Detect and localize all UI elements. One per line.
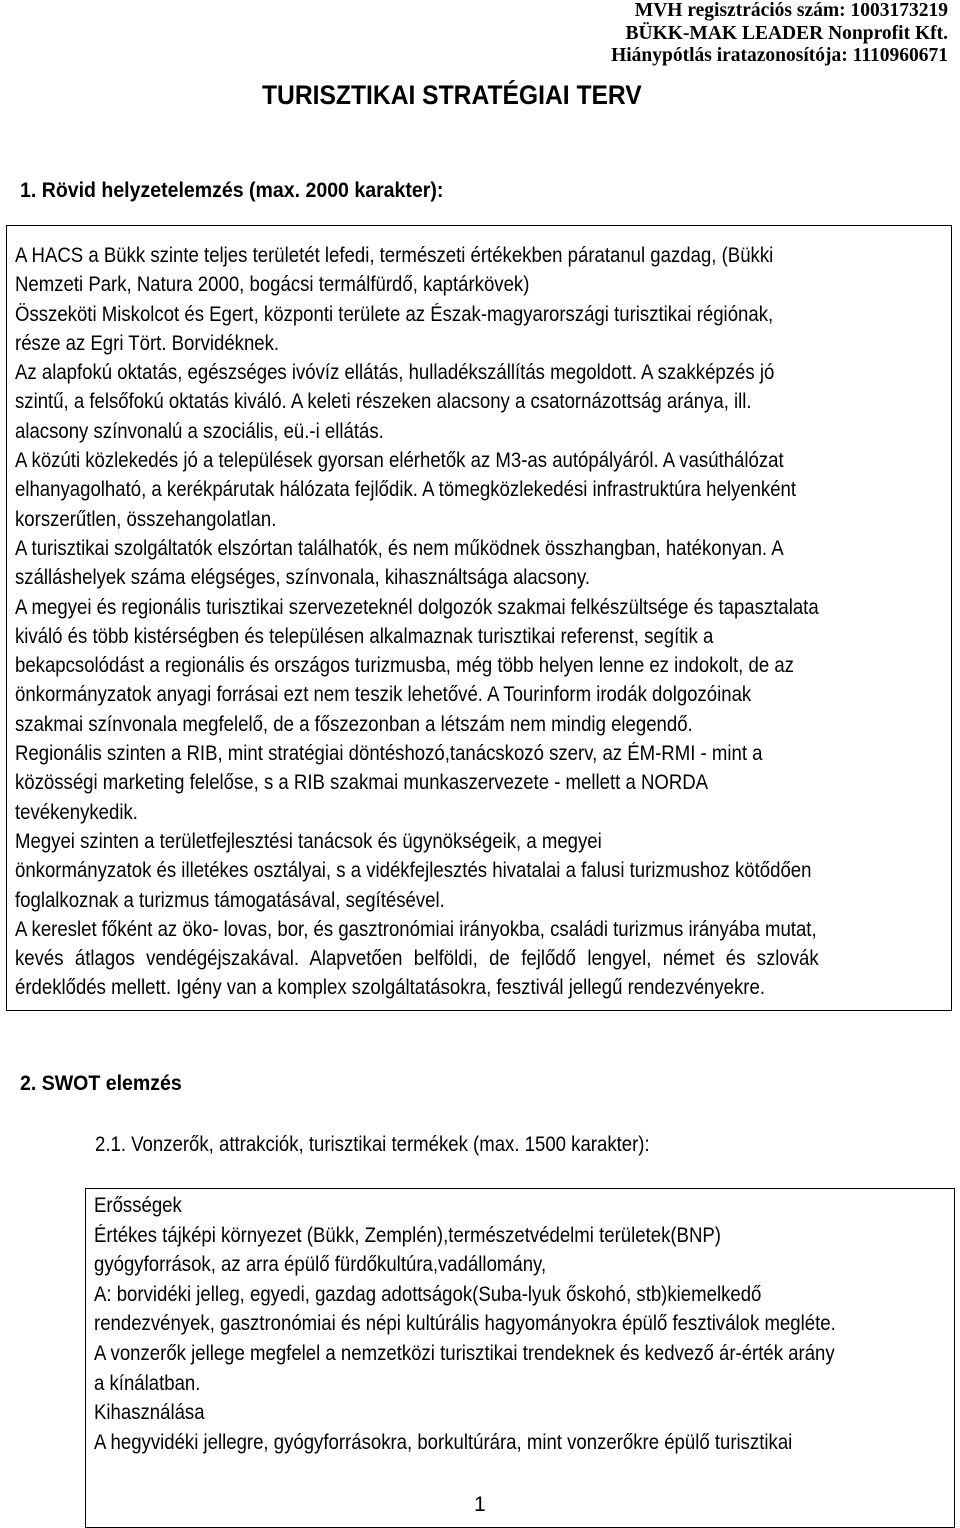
text-line: Kihasználása [94, 1401, 205, 1425]
text-line: Erősségek [94, 1194, 182, 1217]
text-line: a kínálatban. [94, 1371, 201, 1395]
registration-header [611, 0, 948, 68]
organization-name: BÜKK-MAK LEADER Nonprofit Kft. [625, 22, 948, 44]
text-line: A: borvidéki jelleg, egyedi, gazdag adottságok(Suba-lyuk őskohó, stb)kiemelkedő [94, 1282, 762, 1306]
text-line: szakmai színvonala megfelelő, de a főszezonban a létszám nem mindig elegendő. [15, 712, 693, 736]
text-line: A turisztikai szolgáltatók elszórtan találhatók, és nem működnek összhangban, hatékonyan. A [15, 536, 784, 560]
text-line: A hegyvidéki jellegre, gyógyforrásokra, borkultúrára, mint vonzerőkre épülő turisztikai [94, 1430, 793, 1454]
situation-analysis-text [15, 241, 923, 1003]
text-line: A HACS a Bükk szinte teljes területét lefedi, természeti értékekben páratanul gazdag, (Bükki [15, 244, 774, 267]
text-line: korszerűtlen, összehangolatlan. [15, 507, 277, 531]
text-line: A közúti közlekedés jó a települések gyorsan elérhetők az M3-as autópályáról. A vasúthálózat [15, 449, 784, 473]
text-line: Megyei szinten a területfejlesztési tanácsok és ügynökségeik, a megyei [15, 829, 602, 853]
text-line: kiváló és több kistérségben és településen alkalmaznak turisztikai referenst, segítik a [15, 624, 714, 648]
text-line: gyógyforrások, az arra épülő fürdőkultúra,vadállomány, [94, 1253, 547, 1277]
text-line: kevés átlagos vendégéjszakával. Alapvetően belföldi, de fejlődő lengyel, német és szlovák [15, 947, 819, 971]
text-line: foglalkoznak a turizmus támogatásával, segítésével. [15, 888, 445, 912]
text-line: önkormányzatok anyagi forrásai ezt nem teszik lehetővé. A Tourinform irodák dolgozóinak [15, 683, 752, 707]
section-1-heading: 1. Rövid helyzetelemzés (max. 2000 karakter): [20, 179, 444, 202]
text-line: közösségi marketing felelőse, s a RIB szakmai munkaszervezete - mellett a NORDA [15, 771, 709, 795]
document-title: TURISZTIKAI STRATÉGIAI TERV [262, 80, 642, 110]
text-line: alacsony színvonalú a szociális, eü.-i ellátás. [15, 419, 384, 443]
text-line: Regionális szinten a RIB, mint stratégiai döntéshozó,tanácskozó szerv, az ÉM-RMI - mint a [15, 742, 763, 766]
document-id: Hiánypótlás iratazonosítója: 1110960671 [611, 45, 948, 66]
registration-number: MVH regisztrációs szám: 1003173219 [634, 0, 948, 21]
section-2-heading: 2. SWOT elemzés [20, 1072, 182, 1095]
text-line: A kereslet főként az öko- lovas, bor, és gasztronómiai irányokba, családi turizmus irányába mutat, [15, 917, 817, 941]
swot-strengths-box [85, 1188, 955, 1528]
text-line: Összeköti Miskolcot és Egert, központi területe az Észak-magyarországi turisztikai régiónak, [15, 302, 774, 326]
subsection-2-1-heading: 2.1. Vonzerők, attrakciók, turisztikai termékek (max. 1500 karakter): [95, 1133, 650, 1156]
text-line: elhanyagolható, a kerékpárutak hálózata fejlődik. A tömegközlekedési infrastruktúra helyenként [15, 478, 797, 502]
text-line: Nemzeti Park, Natura 2000, bogácsi termálfürdő, kaptárkövek) [15, 273, 530, 297]
text-line: bekapcsolódást a regionális és országos turizmusba, még több helyen lenne ez indokolt, de az [15, 654, 794, 678]
text-line: önkormányzatok és illetékes osztályai, s a vidékfejlesztés hivatalai a falusi turizmushoz kötődően [15, 859, 812, 883]
text-line: része az Egri Tört. Borvidéknek. [15, 331, 280, 355]
situation-analysis-box [6, 225, 952, 1011]
swot-strengths-text [94, 1191, 932, 1457]
text-line: érdeklődés mellett. Igény van a komplex szolgáltatásokra, fesztivál jellegű rendezvényekre. [15, 976, 765, 1000]
text-line: szintű, a felsőfokú oktatás kiváló. A keleti részeken alacsony a csatornázottság aránya, ill. [15, 390, 752, 414]
text-line: rendezvények, gasztronómiai és népi kultúrális hagyományokra épülő fesztiválok megléte. [94, 1312, 836, 1336]
text-line: Értékes tájképi környezet (Bükk, Zemplén),természetvédelmi területek(BNP) [94, 1223, 721, 1247]
text-line: A vonzerők jellege megfelel a nemzetközi turisztikai trendeknek és kedvező ár-érték arány [94, 1341, 835, 1365]
text-line: Az alapfokú oktatás, egészséges ivóvíz ellátás, hulladékszállítás megoldott. A szakképzés jó [15, 361, 775, 385]
page-number: 1 [474, 1493, 486, 1516]
text-line: A megyei és regionális turisztikai szervezeteknél dolgozók szakmai felkészültsége és tapasztalata [15, 595, 819, 619]
text-line: tevékenykedik. [15, 800, 138, 824]
text-line: szálláshelyek száma elégséges, színvonala, kihasználtsága alacsony. [15, 566, 591, 590]
